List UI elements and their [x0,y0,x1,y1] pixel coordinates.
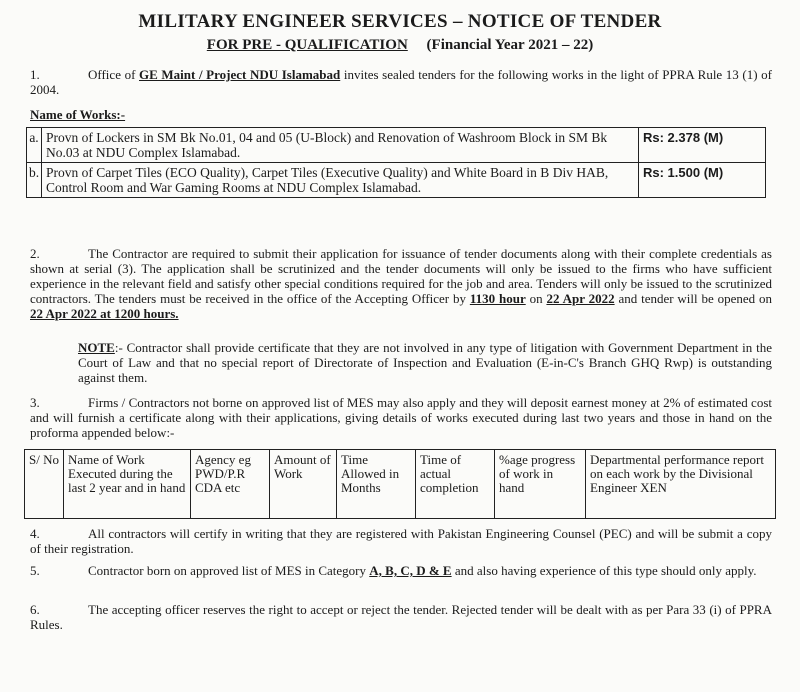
opening-date: 22 Apr 2022 at 1200 hours. [30,306,179,321]
paragraph-number: 3. [30,395,40,410]
proforma-header: Agency eg PWD/P.R CDA etc [191,450,270,519]
paragraph-number: 6. [30,602,40,617]
paragraph-1 [30,67,772,97]
paragraph-6 [30,602,772,632]
notice-title: MILITARY ENGINEER SERVICES – NOTICE OF TENDER [138,11,662,32]
note-block [78,340,772,385]
notice-subtitle [0,38,800,53]
proforma-header: Time of actual completion [416,450,495,519]
paragraph-text: Firms / Contractors not borne on approved list of MES may also apply and they will deposit earnest money at 2% of estimated cost and will furnish a certificate along with their applications, giving details of works executed during last two years and those in hand on the proforma appended below:- [30,395,772,440]
table-row [25,450,776,519]
proforma-header: Departmental performance report on each work by the Divisional Engineer XEN [586,450,776,519]
paragraph-text: Contractor born on approved list of MES in Category [88,563,367,578]
paragraph-text: on [529,291,543,306]
paragraph-text: and tender will be opened on [618,291,773,306]
table-row [27,163,766,198]
work-description: Provn of Lockers in SM Bk No.01, 04 and 05 (U-Block) and Renovation of Washroom Block in SM Bk No.03 at NDU Complex Islamabad. [42,128,639,163]
paragraph-text: invites sealed tenders for the following works in the light of PPRA Rule 13 (1) of 2004. [30,67,773,97]
paragraph-text: The accepting officer reserves the right to accept or reject the tender. Rejected tender will be dealt with as per Para 33 (i) of PPRA Rules. [30,602,772,632]
subtitle-prequalification: FOR PRE - QUALIFICATION [206,37,408,53]
proforma-header: %age progress of work in hand [495,450,586,519]
office-name: GE Maint / Project NDU Islamabad [139,67,341,82]
paragraph-number: 2. [30,246,40,261]
paragraph-text: All contractors will certify in writing that they are registered with Pakistan Engineering Counsel (PEC) and will be submit a copy of their registration. [30,526,772,556]
paragraph-text: The Contractor are required to submit their application for issuance of tender documents along with their complete credentials as shown at serial (3). The application shall be scrutinized and the tender documents will only be issued to the firms who have sufficient experience in the relevant field and satisfy other special conditions required for the job and area. Tenders will only be issued to the scrutinized contractors. The tenders must be received in the office of the Accepting Officer by [30,246,772,306]
submission-date: 22 Apr 2022 [546,291,615,306]
work-amount: Rs: 1.500 (M) [639,163,766,198]
proforma-table [24,449,776,519]
works-table [26,127,766,198]
paragraph-text: and also having experience of this type should only apply. [454,563,757,578]
subtitle-financial-year: (Financial Year 2021 – 22) [426,37,594,53]
paragraph-2 [30,246,772,321]
work-amount: Rs: 2.378 (M) [639,128,766,163]
paragraph-number: 1. [30,67,40,82]
paragraph-number: 5. [30,563,40,578]
note-label: NOTE [78,340,115,355]
paragraph-text: Office of [88,67,136,82]
paragraph-5 [30,563,772,578]
contractor-categories: A, B, C, D & E [369,563,452,578]
submission-time: 1130 hour [469,291,526,306]
work-serial: b. [27,163,42,198]
proforma-header: Time Allowed in Months [337,450,416,519]
work-description: Provn of Carpet Tiles (ECO Quality), Carpet Tiles (Executive Quality) and White Board in B Div HAB, Control Room and War Gaming Rooms at NDU Complex Islamabad. [42,163,639,198]
table-row [27,128,766,163]
work-serial: a. [27,128,42,163]
paragraph-3 [30,395,772,440]
paragraph-number: 4. [30,526,40,541]
works-heading: Name of Works:- [30,107,126,122]
proforma-header: S/ No [25,450,64,519]
proforma-header: Name of Work Executed during the last 2 year and in hand [64,450,191,519]
paragraph-4 [30,526,772,556]
note-text: :- Contractor shall provide certificate that they are not involved in any type of litigation with Government Department in the Court of Law and that no special report of Directorate of Inspection and Evaluation (E-in-C's Branch GHQ Rwp) is outstanding against them. [78,340,772,385]
proforma-header: Amount of Work [270,450,337,519]
